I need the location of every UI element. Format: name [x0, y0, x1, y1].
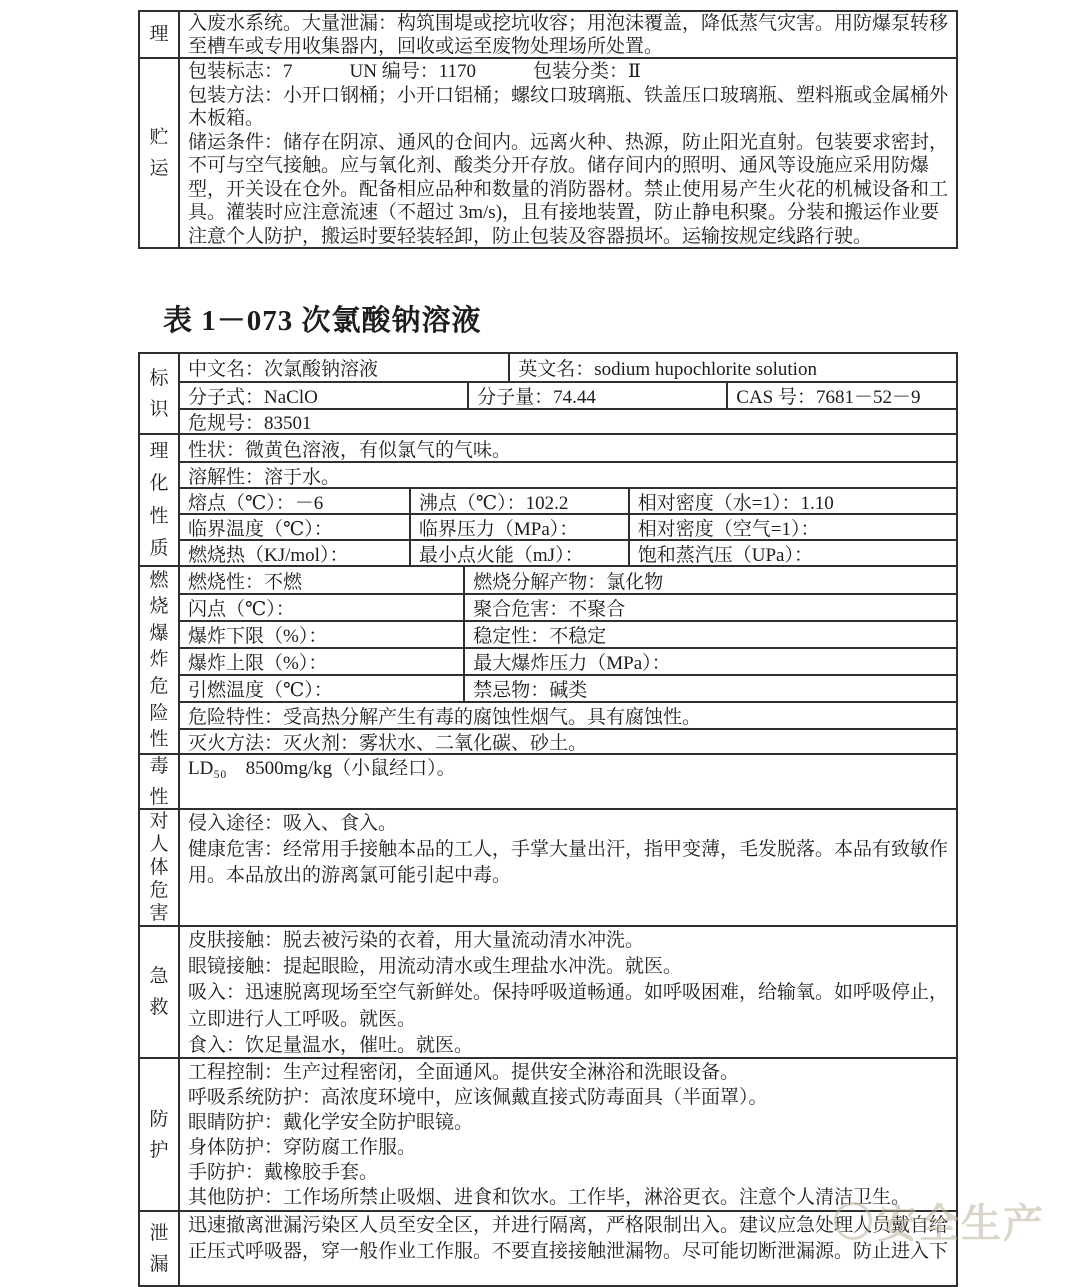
paragraph: 吸入：迅速脱离现场至空气新鲜处。保持呼吸道畅通。如呼吸困难，给输氧。如呼吸停止，立即进行人工呼吸。就医。 [188, 982, 949, 1030]
table-cell [180, 703, 956, 728]
cell-text: 燃烧分解产物：氯化物 [473, 571, 664, 593]
paragraph-cell [180, 1212, 956, 1265]
cell-text: 危规号：83501 [188, 413, 312, 433]
label-char: 化 [149, 473, 169, 495]
label-char: 体 [149, 857, 169, 878]
table-cell [463, 567, 956, 593]
table-cell [726, 383, 956, 408]
label-char: 护 [149, 1139, 169, 1161]
paragraph: 其他防护：工作场所禁止吸烟、进食和饮水。工作毕，淋浴更衣。注意个人清洁卫生。 [188, 1187, 911, 1209]
paragraph: 入废水系统。大量泄漏：构筑围堤或挖坑收容；用泡沫覆盖，降低蒸气灾害。用防爆泵转移至槽车或专用收集器内，回收或运至废物处理场所处置。 [188, 13, 949, 57]
cell-text: 临界压力（MPa）： [418, 518, 579, 539]
cell-text: 分子式：NaClO [188, 387, 318, 408]
cell-text: 危险特性：受高热分解产生有毒的腐蚀性烟气。具有腐蚀性。 [188, 707, 702, 728]
table-row [180, 513, 956, 539]
label-char: 爆 [149, 622, 169, 644]
cell-text: 饱和蒸汽压（UPa）： [637, 544, 813, 565]
section-content [180, 1212, 956, 1285]
top-table [138, 10, 958, 249]
cell-text: 沸点（℃）：102.2 [418, 492, 569, 513]
section-label-leakage [140, 1212, 180, 1285]
table-row [180, 354, 956, 381]
label-char: 理 [149, 440, 169, 462]
cell-text: 引燃温度（℃）： [188, 680, 333, 701]
cell-text: 爆炸下限（%）： [188, 626, 328, 647]
table-cell [628, 541, 956, 565]
table-row [180, 539, 956, 565]
table-cell [628, 489, 956, 513]
paragraph: 健康危害：经常用手接触本品的工人，手掌大量出汗，指甲变薄，毛发脱落。本品有致敏作用。本品放出的游离氯可能引起中毒。 [188, 839, 949, 887]
table-cell [463, 595, 956, 620]
table-cell [180, 354, 508, 381]
cell-text: 燃烧热（KJ/mol）： [188, 544, 349, 565]
paragraph-cell [180, 810, 956, 890]
section-label-phys-chem [140, 435, 180, 565]
cell-text: 闪点（℃）： [188, 599, 295, 620]
table-cell [409, 489, 628, 513]
table-row [180, 435, 956, 461]
paragraph: 眼镜接触：提起眼睑，用流动清水或生理盐水冲洗。就医。 [188, 956, 683, 978]
label-char: 燃 [149, 569, 169, 591]
section-phys-chem [140, 433, 956, 565]
paragraph: 侵入途径：吸入、食入。 [188, 813, 398, 834]
paragraph-cell [180, 927, 956, 1057]
page-title: 表 1－073 次氯酸钠溶液 [163, 305, 482, 337]
label-char: 泄 [149, 1222, 169, 1244]
table-row [180, 487, 956, 513]
table-cell [463, 649, 956, 674]
table-cell [180, 410, 956, 433]
label-char: 毒 [149, 755, 169, 777]
cell-text: 爆炸上限（%）： [188, 653, 328, 674]
label-char: 烧 [149, 596, 169, 618]
paragraph: 手防护：戴橡胶手套。 [188, 1162, 379, 1184]
label-char: 害 [149, 903, 169, 924]
cell-text: 相对密度（水=1）：1.10 [637, 492, 834, 513]
section-first-aid [140, 925, 956, 1057]
table-cell [180, 541, 409, 565]
cell-text: 相对密度（空气=1）： [637, 518, 820, 539]
table-cell [467, 383, 726, 408]
section-disposal [140, 12, 956, 57]
table-cell [409, 541, 628, 565]
paragraph: 食入：饮足量温水，催吐。就医。 [188, 1034, 474, 1056]
table-cell [463, 622, 956, 647]
section-content [180, 435, 956, 565]
cell-text: 燃烧性：不燃 [188, 571, 303, 593]
section-label-first-aid [140, 927, 180, 1057]
table-cell [180, 595, 463, 620]
section-label-human-hazard [140, 810, 180, 925]
table-row [180, 461, 956, 487]
section-content [180, 567, 956, 753]
table-row [180, 728, 956, 753]
paragraph: 储运条件：储存在阴凉、通风的仓间内。远离火种、热源，防止阳光直射。包装要求密封，不可与空气接触。应与氧化剂、酸类分开存放。储存间内的照明、通风等设施应采用防爆型，开关设在仓外。配备相应品种和数量的消防器材。禁止使用易产生火花的机械设备和工具。灌装时应注意流速（不超过 3m/s)，且有接地装置，防止静电积聚。分装和搬运作业要注意个人防护，搬运时要轻装轻卸，防止包装及容器损坏。运输按规定线路行驶。 [188, 131, 949, 247]
label-char: 运 [149, 158, 169, 179]
table-cell [180, 463, 956, 487]
paragraph: LD₅₀ 8500mg/kg（小鼠经口）。 [188, 758, 456, 779]
table-cell [508, 354, 956, 381]
label-char: 炸 [149, 649, 169, 671]
label-char: 漏 [149, 1253, 169, 1275]
section-content [180, 1059, 956, 1210]
table-row [180, 620, 956, 647]
main-table [138, 352, 958, 1287]
paragraph: 包装方法：小开口钢桶；小开口铝桶；螺纹口玻璃瓶、铁盖压口玻璃瓶、塑料瓶或金属桶外木板箱。 [188, 84, 949, 129]
section-human-hazard [140, 808, 956, 925]
paragraph-cell [180, 1059, 956, 1210]
paragraph: 眼睛防护：戴化学安全防护眼镜。 [188, 1112, 474, 1134]
cell-text: CAS 号：7681－52－9 [736, 387, 921, 408]
label-char: 对 [149, 811, 169, 832]
section-content [180, 59, 956, 247]
label-char: 防 [149, 1108, 169, 1130]
cell-text: 最小点火能（mJ）： [418, 544, 584, 565]
section-identification [140, 354, 956, 433]
table-cell [180, 730, 956, 753]
table-cell [180, 622, 463, 647]
watermark-text: 安全生产 [877, 1202, 1045, 1246]
label-char: 贮 [149, 127, 169, 148]
section-label-identification [140, 354, 180, 433]
table-cell [628, 515, 956, 539]
table-cell [180, 567, 463, 593]
label-char: 人 [149, 834, 169, 855]
paragraph-cell [180, 12, 956, 57]
cell-text: 分子量：74.44 [477, 387, 596, 408]
paragraph: 工程控制：生产过程密闭，全面通风。提供安全淋浴和洗眼设备。 [188, 1062, 740, 1083]
table-cell [409, 515, 628, 539]
cell-text: 溶解性：溶于水。 [188, 466, 341, 487]
label-char: 危 [149, 880, 169, 901]
table-row [180, 567, 956, 593]
cell-text: 最大爆炸压力（MPa）： [473, 653, 671, 674]
cell-text: 性状：微黄色溶液，有似氯气的气味。 [188, 439, 512, 461]
table-cell [180, 383, 467, 408]
label-char: 危 [149, 676, 169, 698]
label-char: 险 [149, 702, 169, 724]
section-content [180, 12, 956, 57]
label-char: 识 [149, 398, 169, 420]
paragraph: 皮肤接触：脱去被污染的衣着，用大量流动清水冲洗。 [188, 930, 645, 951]
table-row [180, 381, 956, 408]
cell-text: 英文名：sodium hupochlorite solution [518, 359, 817, 380]
paragraph: 迅速撤离泄漏污染区人员至安全区，并进行隔离，严格限制出入。建议应急处理人员戴自给正压式呼吸器，穿一般作业工作服。不要直接接触泄漏物。尽可能切断泄漏源。防止进入下 [188, 1215, 949, 1263]
section-content [180, 755, 956, 808]
table-cell [180, 515, 409, 539]
section-fire-explosion [140, 565, 956, 753]
section-protection [140, 1057, 956, 1210]
cell-text: 中文名：次氯酸钠溶液 [188, 359, 379, 380]
label-char: 救 [149, 997, 169, 1018]
section-storage-transport [140, 57, 956, 247]
section-label-toxicity [140, 755, 180, 808]
section-content [180, 354, 956, 433]
section-label-protection [140, 1059, 180, 1210]
table-cell [180, 435, 956, 461]
label-char: 理 [149, 24, 169, 45]
section-content [180, 810, 956, 925]
table-cell [180, 649, 463, 674]
paragraph-cell [180, 755, 956, 782]
paragraph: 包装标志：7 UN 编号：1170 包装分类：Ⅱ [188, 61, 641, 82]
table-cell [180, 676, 463, 701]
label-char: 标 [149, 367, 169, 389]
paragraph: 身体防护：穿防腐工作服。 [188, 1137, 417, 1159]
table-cell [180, 489, 409, 513]
cell-text: 禁忌物：碱类 [473, 680, 588, 701]
section-leakage [140, 1210, 956, 1285]
section-label-fire-explosion [140, 567, 180, 753]
paragraph: 呼吸系统防护：高浓度环境中，应该佩戴直接式防毒面具（半面罩）。 [188, 1087, 768, 1109]
cell-text: 灭火方法：灭火剂：雾状水、二氧化碳、砂土。 [188, 733, 588, 753]
table-cell [463, 676, 956, 701]
paragraph-cell [180, 59, 956, 247]
section-content [180, 927, 956, 1057]
cell-text: 聚合危害：不聚合 [473, 599, 626, 620]
cell-text: 稳定性：不稳定 [473, 626, 607, 647]
section-label-storage-transport [140, 59, 180, 247]
label-char: 性 [149, 505, 169, 527]
label-char: 性 [149, 786, 169, 808]
section-toxicity [140, 753, 956, 808]
label-char: 性 [149, 729, 169, 751]
table-row [180, 593, 956, 620]
cell-text: 熔点（℃）：－6 [188, 492, 324, 513]
section-label-disposal [140, 12, 180, 57]
label-char: 质 [149, 538, 169, 560]
label-char: 急 [149, 966, 169, 987]
table-row [180, 647, 956, 674]
table-row [180, 408, 956, 433]
table-row [180, 701, 956, 728]
table-row [180, 674, 956, 701]
cell-text: 临界温度（℃）： [188, 518, 333, 539]
